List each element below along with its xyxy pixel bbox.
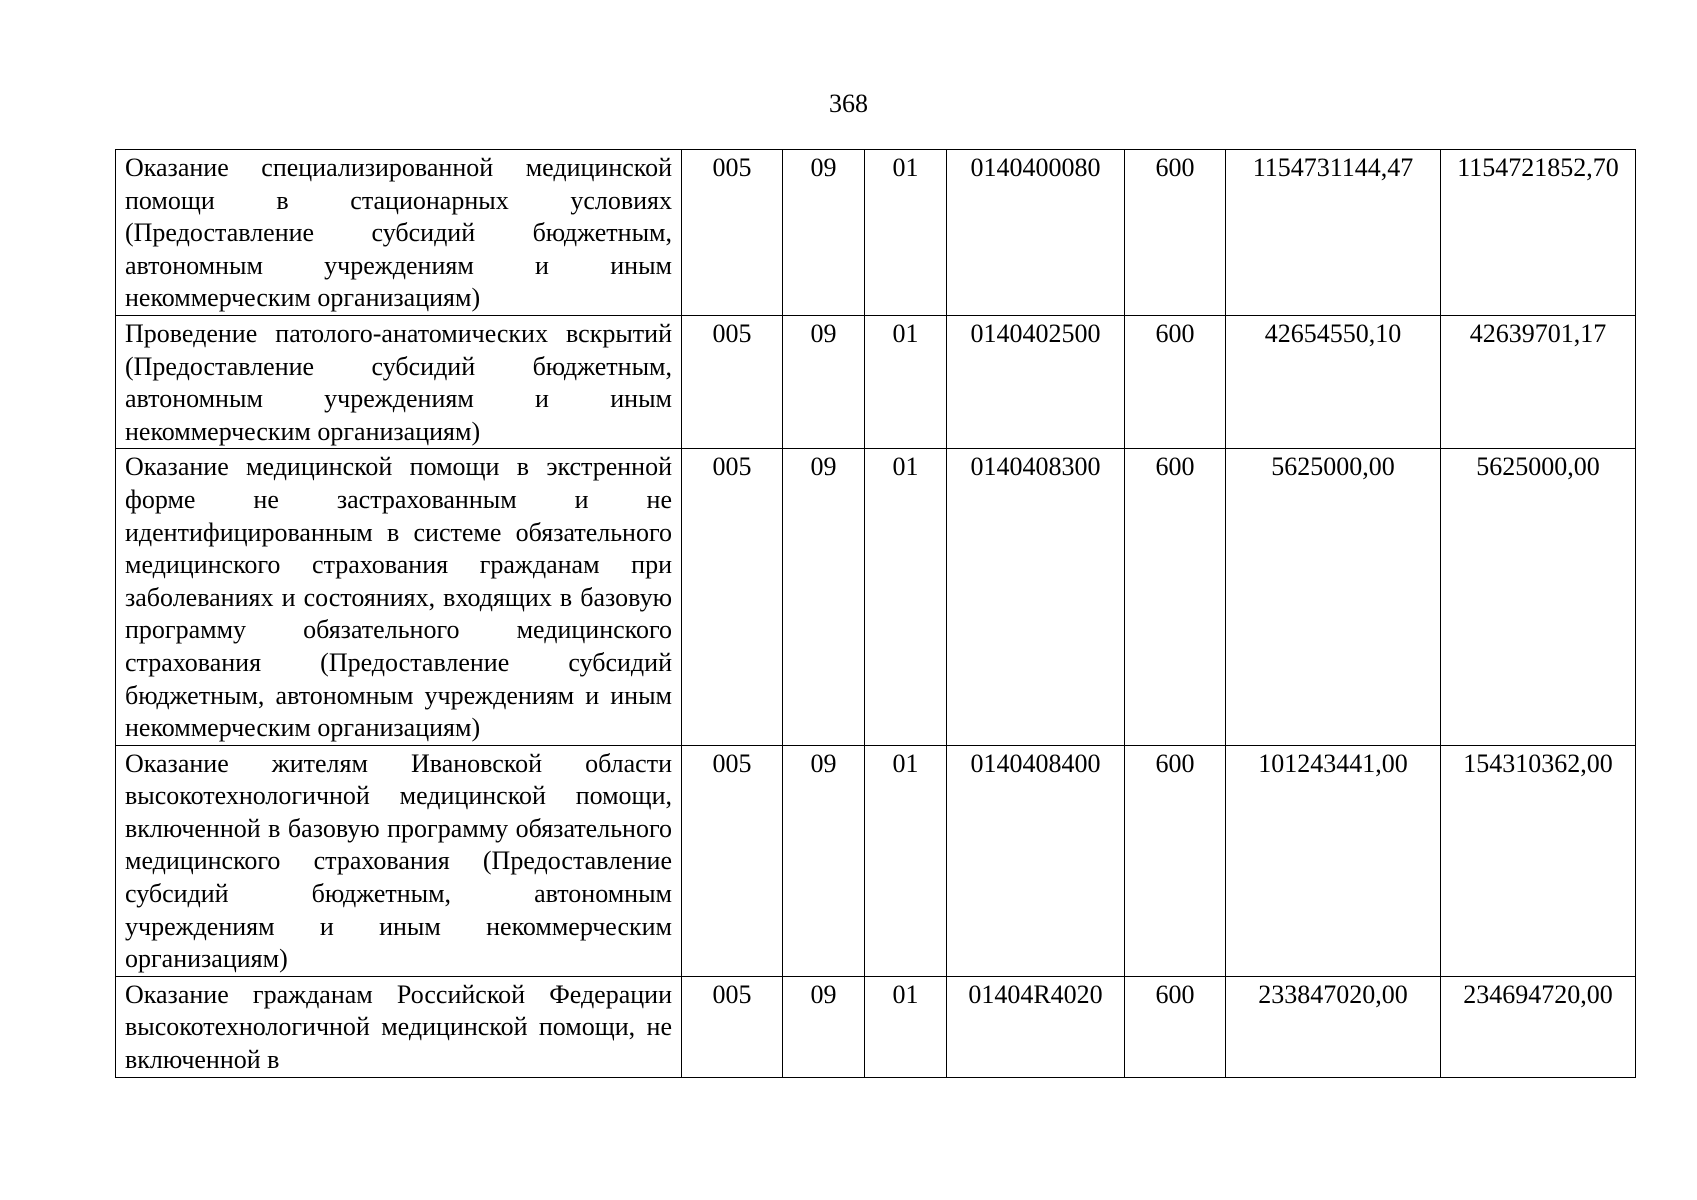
section-code: 09 [783, 150, 865, 316]
amount-second-year: 5625000,00 [1441, 449, 1636, 745]
expense-type-code: 600 [1125, 315, 1226, 448]
subsection-code: 01 [865, 976, 947, 1077]
amount-first-year: 101243441,00 [1226, 745, 1441, 976]
row-description: Проведение патолого-анатомических вскрытий (Предоставление субсидий бюджетным, автономным учреждениям и иным некоммерческим организациям) [116, 315, 682, 448]
section-code: 09 [783, 745, 865, 976]
subsection-code: 01 [865, 315, 947, 448]
amount-first-year: 233847020,00 [1226, 976, 1441, 1077]
ministry-code: 005 [682, 150, 783, 316]
ministry-code: 005 [682, 976, 783, 1077]
row-description: Оказание жителям Ивановской области высокотехнологичной медицинской помощи, включенной в базовую программу обязательного медицинского страхования (Предоставление субсидий бюджетным, автономным учреждениям и иным некоммерческим организациям) [116, 745, 682, 976]
expense-type-code: 600 [1125, 976, 1226, 1077]
table-row [116, 150, 1636, 316]
expense-type-code: 600 [1125, 745, 1226, 976]
row-description: Оказание специализированной медицинской помощи в стационарных условиях (Предоставление субсидий бюджетным, автономным учреждениям и иным некоммерческим организациям) [116, 150, 682, 316]
table-row [116, 449, 1636, 745]
target-article-code: 0140402500 [947, 315, 1125, 448]
row-description: Оказание гражданам Российской Федерации высокотехнологичной медицинской помощи, не включенной в [116, 976, 682, 1077]
target-article-code: 0140400080 [947, 150, 1125, 316]
expense-type-code: 600 [1125, 449, 1226, 745]
subsection-code: 01 [865, 449, 947, 745]
ministry-code: 005 [682, 745, 783, 976]
subsection-code: 01 [865, 745, 947, 976]
target-article-code: 0140408400 [947, 745, 1125, 976]
section-code: 09 [783, 449, 865, 745]
section-code: 09 [783, 976, 865, 1077]
expense-type-code: 600 [1125, 150, 1226, 316]
ministry-code: 005 [682, 449, 783, 745]
target-article-code: 0140408300 [947, 449, 1125, 745]
budget-table [115, 149, 1636, 1078]
amount-second-year: 42639701,17 [1441, 315, 1636, 448]
ministry-code: 005 [682, 315, 783, 448]
amount-first-year: 42654550,10 [1226, 315, 1441, 448]
target-article-code: 01404R4020 [947, 976, 1125, 1077]
amount-first-year: 1154731144,47 [1226, 150, 1441, 316]
amount-first-year: 5625000,00 [1226, 449, 1441, 745]
table-row [116, 976, 1636, 1077]
amount-second-year: 234694720,00 [1441, 976, 1636, 1077]
row-description: Оказание медицинской помощи в экстренной форме не застрахованным и не идентифицированным в системе обязательного медицинского страхования гражданам при заболеваниях и состояниях, входящих в базовую программу обязательного медицинского страхования (Предоставление субсидий бюджетным, автономным учреждениям и иным некоммерческим организациям) [116, 449, 682, 745]
subsection-code: 01 [865, 150, 947, 316]
table-row [116, 745, 1636, 976]
amount-second-year: 1154721852,70 [1441, 150, 1636, 316]
table-row [116, 315, 1636, 448]
page-number: 368 [829, 89, 868, 118]
amount-second-year: 154310362,00 [1441, 745, 1636, 976]
section-code: 09 [783, 315, 865, 448]
